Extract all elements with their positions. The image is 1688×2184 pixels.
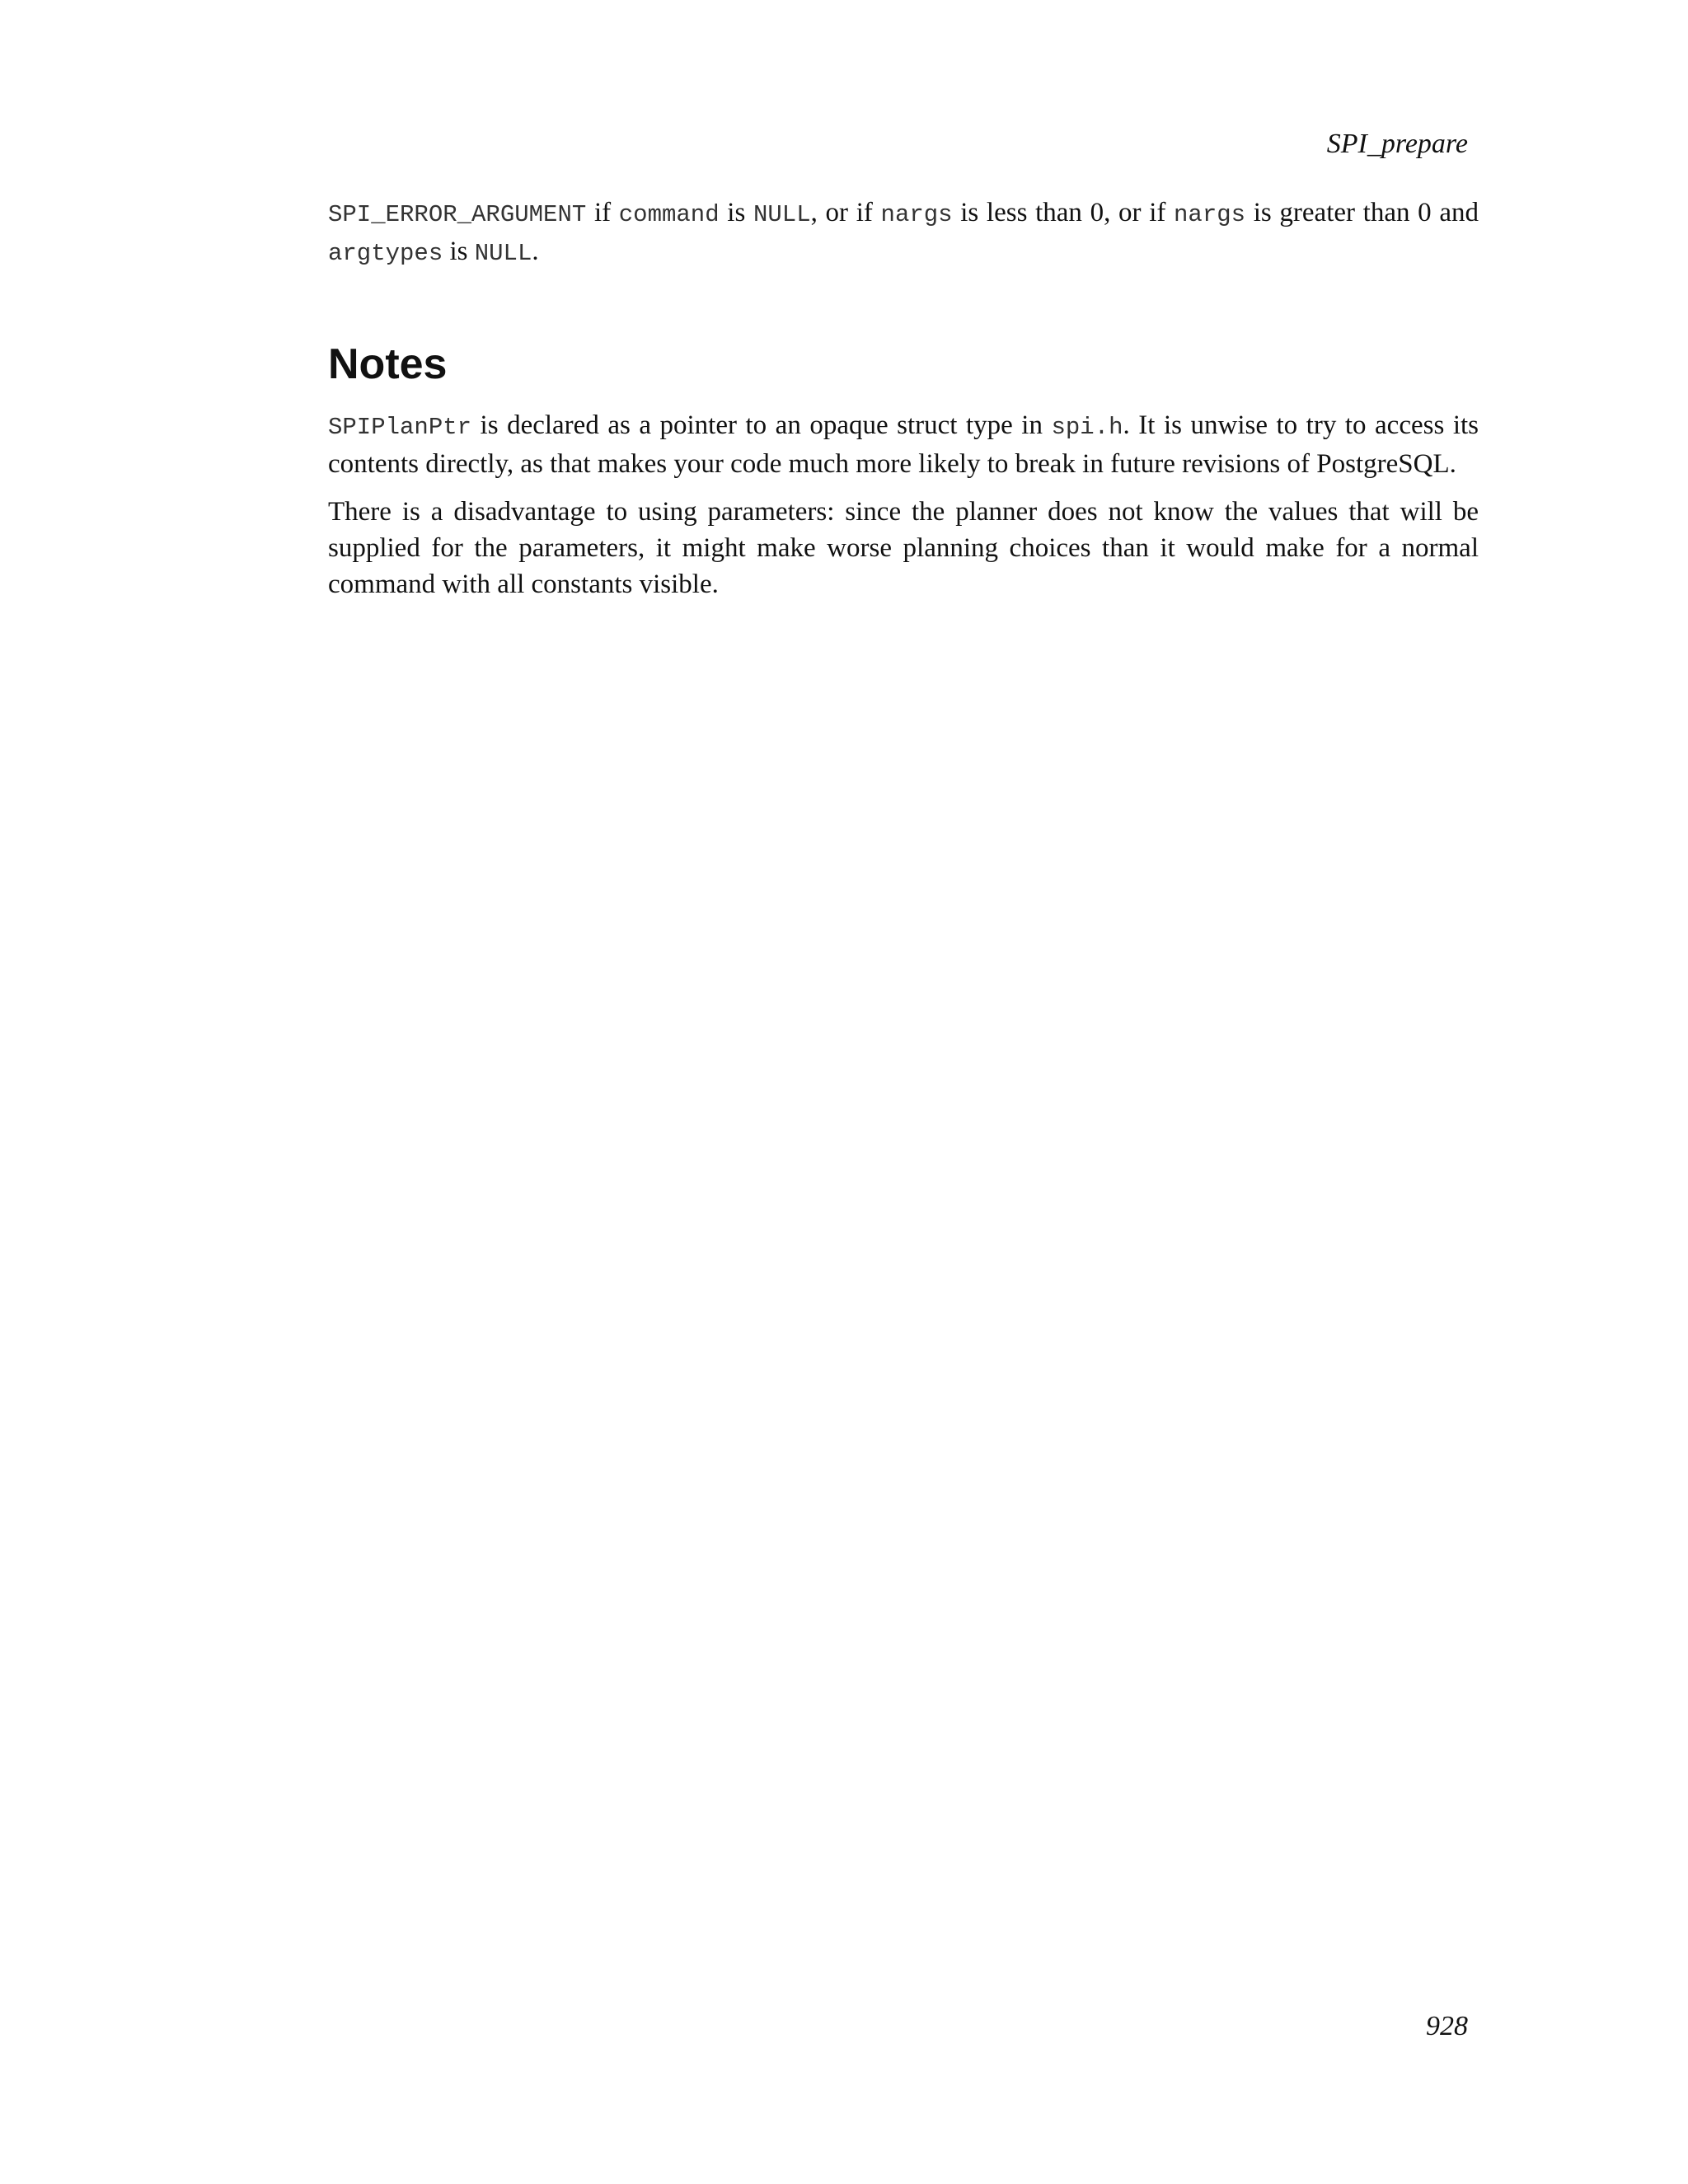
code-nargs: nargs	[1174, 201, 1246, 228]
code-nargs: nargs	[880, 201, 953, 228]
text-fragment: is	[719, 198, 753, 227]
return-value-paragraph	[328, 194, 1479, 272]
code-null: NULL	[753, 201, 811, 228]
notes-paragraph-2: There is a disadvantage to using parameters: since the planner does not know the values that will be supplied for the parameters, it might make worse planning choices than it would make for a normal command with all constants visible.	[328, 497, 1479, 599]
text-fragment: .	[532, 237, 539, 266]
code-spi-h: spi.h	[1051, 414, 1123, 441]
text-fragment: if	[586, 198, 619, 227]
text-fragment: is	[443, 237, 475, 266]
text-fragment: is greater than 0 and	[1245, 198, 1479, 227]
code-command: command	[618, 201, 720, 228]
running-header: SPI_prepare	[1326, 129, 1468, 159]
text-fragment: is declared as a pointer to an opaque struct type in	[471, 410, 1052, 440]
notes-paragraph-1	[328, 407, 1479, 482]
page-content	[328, 194, 1479, 614]
notes-heading: Notes	[328, 340, 448, 388]
code-null: NULL	[474, 240, 532, 267]
code-spi-error-argument: SPI_ERROR_ARGUMENT	[328, 201, 587, 228]
code-spiplanptr: SPIPlanPtr	[328, 414, 472, 441]
text-fragment: , or if	[810, 198, 881, 227]
text-fragment: is less than 0, or if	[952, 198, 1175, 227]
text-fragment: . It is unwise to try to access its contents directly, as that makes your code much more likely to break in future revisions of PostgreSQL.	[328, 410, 1479, 479]
code-argtypes: argtypes	[328, 240, 443, 267]
page-number: 928	[1426, 2011, 1468, 2041]
